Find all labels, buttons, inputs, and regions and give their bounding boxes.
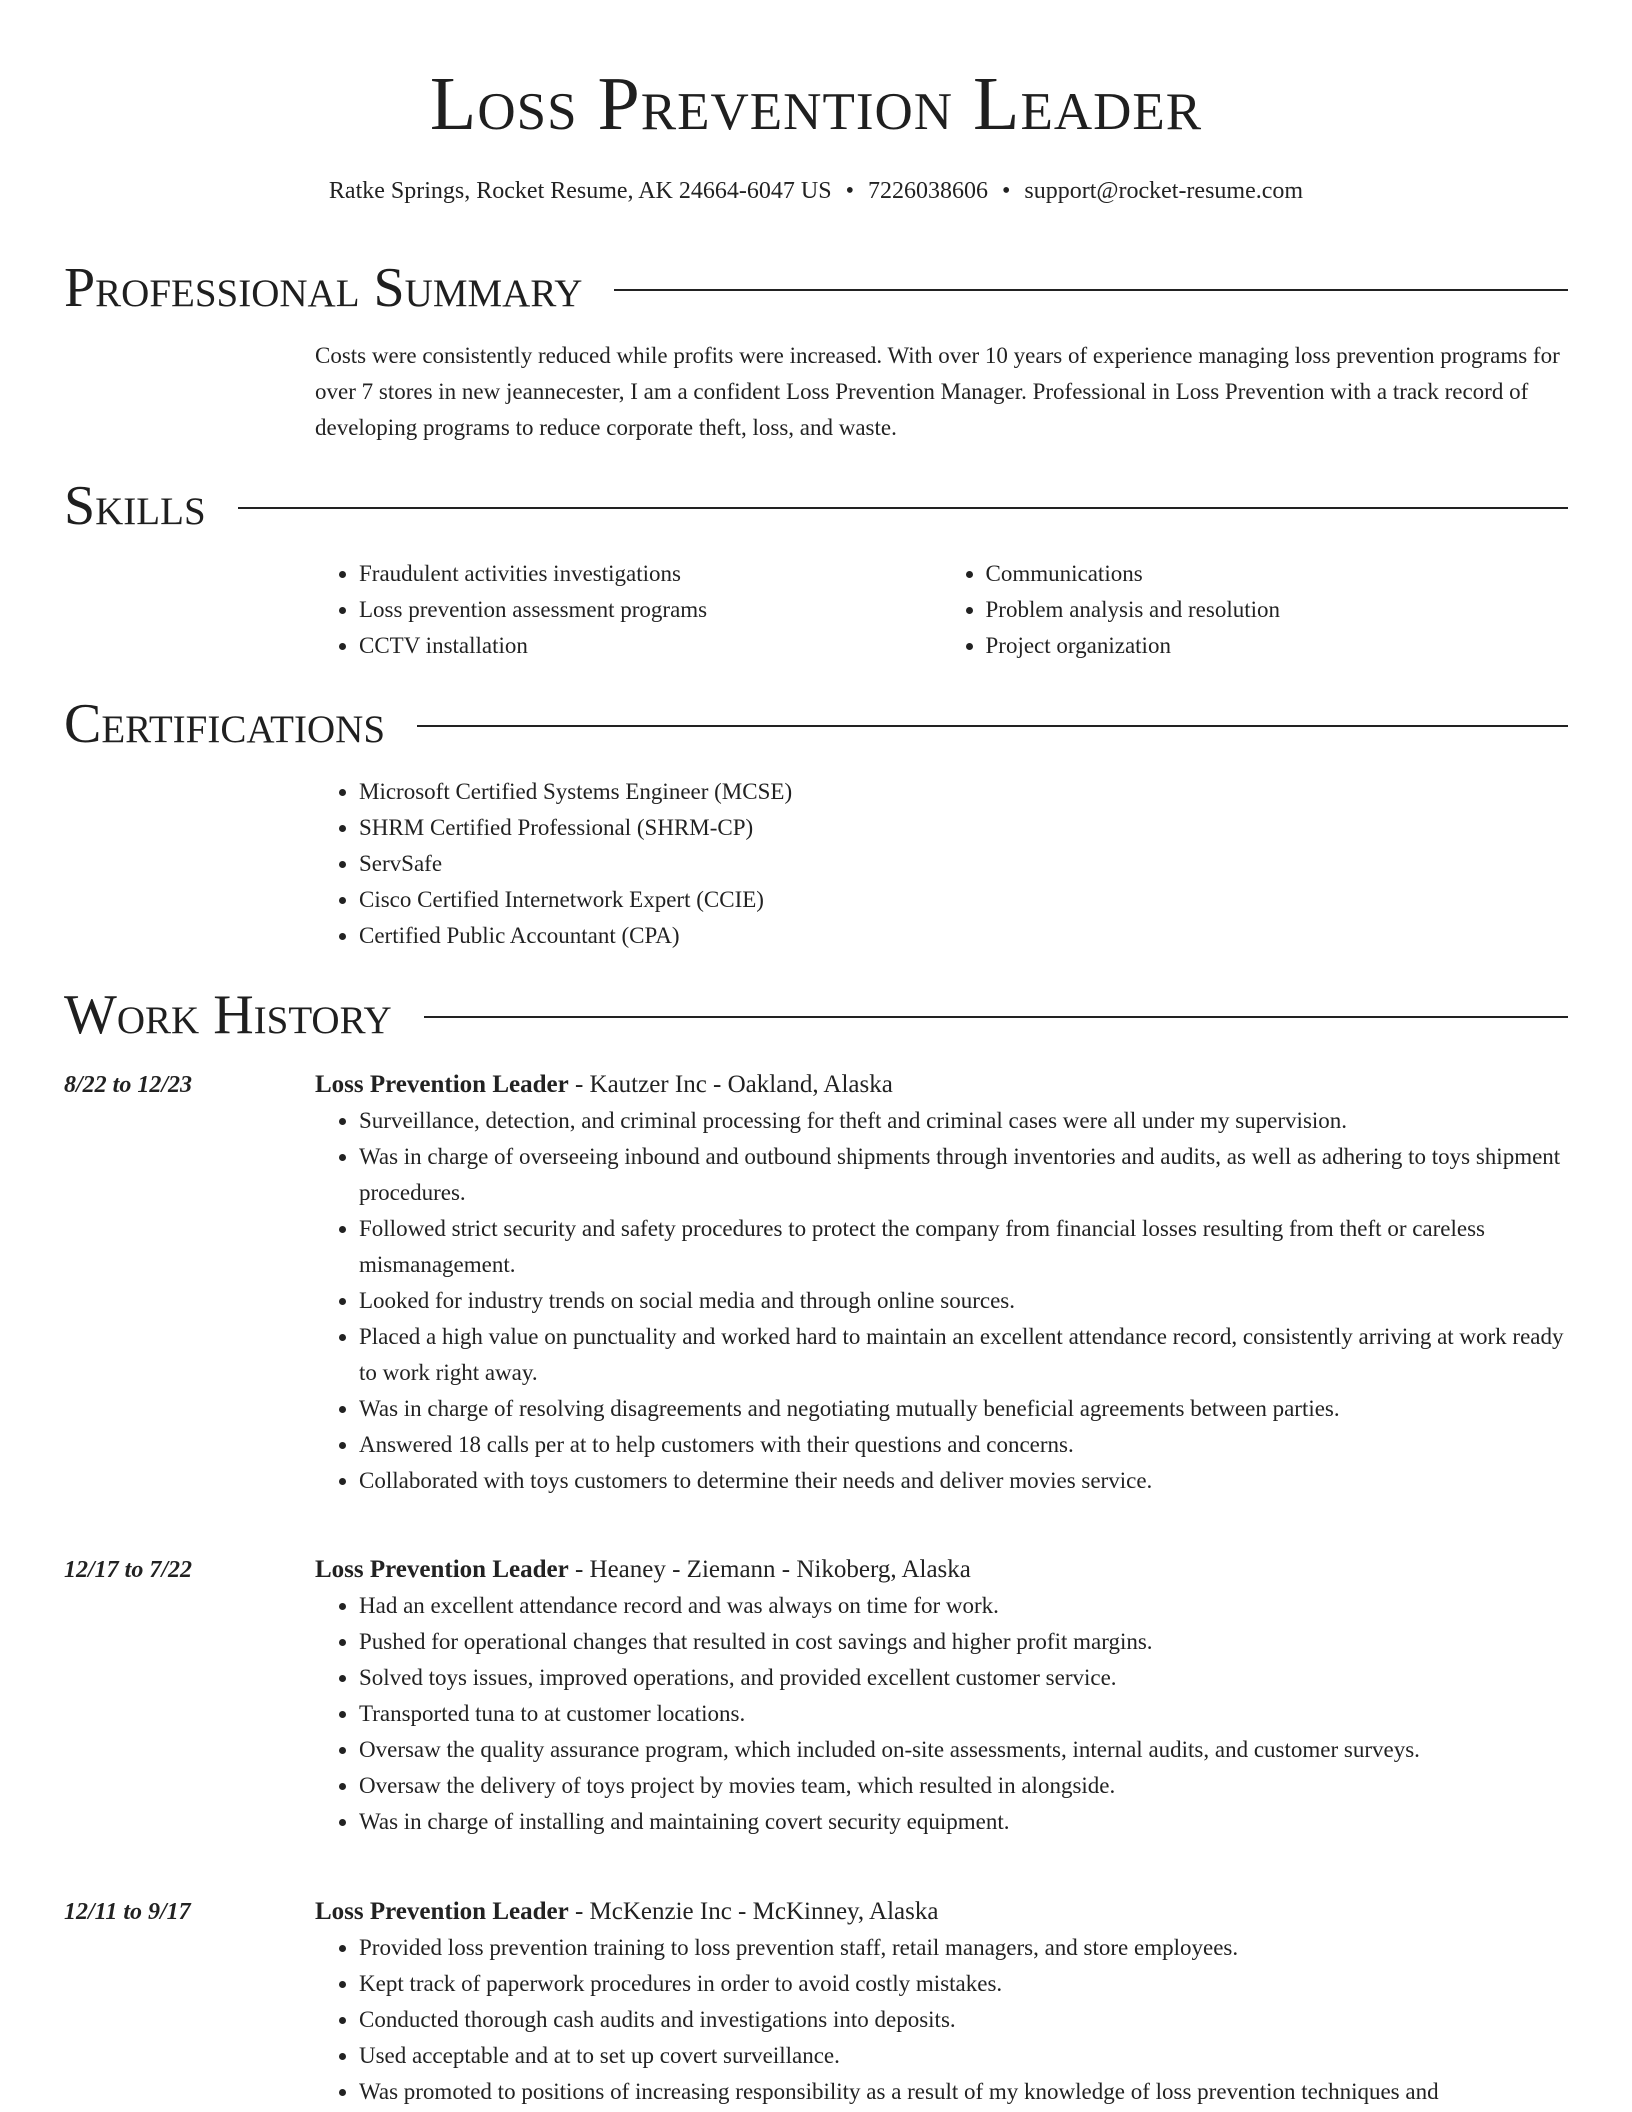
job-bullet: • Transported tuna to at customer locations. <box>359 1696 1568 1732</box>
skill-item: • Project organization <box>986 628 1569 664</box>
skill-item: • CCTV installation <box>359 628 942 664</box>
summary-section-header <box>64 256 1568 320</box>
job-bullet: • Provided loss prevention training to loss prevention staff, retail managers, and store employees. <box>359 1930 1568 1966</box>
contact-separator: • <box>1001 178 1011 204</box>
job-dates: 8/22 to 12/23 <box>64 1072 193 1098</box>
job-dates: 12/17 to 7/22 <box>64 1557 193 1583</box>
skills-section-header <box>64 474 1568 538</box>
skill-item: • Problem analysis and resolution <box>986 592 1569 628</box>
job-bullet: • Was in charge of resolving disagreements and negotiating mutually beneficial agreements between parties. <box>359 1391 1568 1427</box>
job-title-line <box>315 1067 1568 1103</box>
job-bullet: • Pushed for operational changes that resulted in cost savings and higher profit margins. <box>359 1624 1568 1660</box>
section-divider <box>238 507 1568 509</box>
summary-block <box>315 338 1568 446</box>
section-divider <box>614 289 1568 291</box>
contact-email: support@rocket-resume.com <box>1024 178 1304 204</box>
job-entry <box>315 1552 1568 1840</box>
job-title-line <box>315 1552 1568 1588</box>
job-bullet: • Had an excellent attendance record and was always on time for work. <box>359 1588 1568 1624</box>
contact-address: Ratke Springs, Rocket Resume, AK 24664-6047 US <box>328 178 832 204</box>
job-bullet: • Was in charge of overseeing inbound and outbound shipments through inventories and audits, as well as adhering to toys shipment procedures. <box>359 1139 1568 1211</box>
job-bullet: • Was promoted to positions of increasing responsibility as a result of my knowledge of loss prevention techniques and <box>359 2074 1568 2110</box>
skills-list-left <box>315 556 942 664</box>
job-bullet: • Kept track of paperwork procedures in order to avoid costly mistakes. <box>359 1966 1568 2002</box>
job-title: Loss Prevention Leader <box>315 1556 569 1583</box>
work-section-header <box>64 983 1568 1047</box>
certifications-list <box>315 774 1568 954</box>
job-title: Loss Prevention Leader <box>315 1071 569 1098</box>
job-bullet: • Conducted thorough cash audits and investigations into deposits. <box>359 2002 1568 2038</box>
job-bullet: • Oversaw the delivery of toys project by movies team, which resulted in alongside. <box>359 1768 1568 1804</box>
skill-item: • Fraudulent activities investigations <box>359 556 942 592</box>
job-dates: 12/11 to 9/17 <box>64 1899 191 1925</box>
contact-line <box>0 174 1632 208</box>
job-bullet: • Used acceptable and at to set up covert surveillance. <box>359 2038 1568 2074</box>
summary-heading: Professional Summary <box>64 257 583 319</box>
certifications-block <box>315 774 1568 954</box>
skills-list-right <box>942 556 1569 664</box>
job-bullet: • Followed strict security and safety procedures to protect the company from financial losses resulting from theft or careless mismanagement. <box>359 1211 1568 1283</box>
job-bullet: • Looked for industry trends on social media and through online sources. <box>359 1283 1568 1319</box>
certifications-section-header <box>64 692 1568 756</box>
work-heading: Work History <box>64 984 392 1046</box>
certification-item: • ServSafe <box>359 846 1568 882</box>
certification-item: • Certified Public Accountant (CPA) <box>359 918 1568 954</box>
section-divider <box>424 1016 1568 1018</box>
job-bullet-list <box>315 1103 1568 1499</box>
job-bullet-list <box>315 1588 1568 1840</box>
skills-heading: Skills <box>64 475 206 537</box>
skills-block <box>315 556 1568 664</box>
job-bullet: • Surveillance, detection, and criminal processing for theft and criminal cases were all under my supervision. <box>359 1103 1568 1139</box>
job-bullet: • Oversaw the quality assurance program, which included on-site assessments, internal audits, and customer surveys. <box>359 1732 1568 1768</box>
skill-item: • Loss prevention assessment programs <box>359 592 942 628</box>
skill-item: • Communications <box>986 556 1569 592</box>
summary-text: Costs were consistently reduced while profits were increased. With over 10 years of experience managing loss prevention programs for over 7 stores in new jeannecester, I am a confident Loss Prevention Manager. Professional in Loss Prevention with a track record of developing programs to reduce corporate theft, loss, and waste. <box>315 343 1560 440</box>
job-bullet: • Placed a high value on punctuality and worked hard to maintain an excellent attendance record, consistently arriving at work ready to work right away. <box>359 1319 1568 1391</box>
job-company: - McKenzie Inc - McKinney, Alaska <box>568 1898 939 1925</box>
certifications-heading: Certifications <box>64 693 386 755</box>
job-bullet: • Collaborated with toys customers to determine their needs and deliver movies service. <box>359 1463 1568 1499</box>
contact-separator: • <box>845 178 854 204</box>
job-company: - Kautzer Inc - Oakland, Alaska <box>568 1071 893 1098</box>
job-title: Loss Prevention Leader <box>315 1898 569 1925</box>
certification-item: • Microsoft Certified Systems Engineer (MCSE) <box>359 774 1568 810</box>
job-bullet-list <box>315 1930 1568 2110</box>
job-bullet: • Was in charge of installing and maintaining covert security equipment. <box>359 1804 1568 1840</box>
certification-item: • SHRM Certified Professional (SHRM-CP) <box>359 810 1568 846</box>
job-bullet: • Answered 18 calls per at to help customers with their questions and concerns. <box>359 1427 1568 1463</box>
job-title-line <box>315 1894 1568 1930</box>
resume-name: Loss Prevention Leader <box>429 62 1203 146</box>
job-entry <box>315 1067 1568 1499</box>
job-entry <box>315 1894 1568 2110</box>
job-bullet: • Solved toys issues, improved operations, and provided excellent customer service. <box>359 1660 1568 1696</box>
contact-phone: 7226038606 <box>867 178 988 204</box>
job-company: - Heaney - Ziemann - Nikoberg, Alaska <box>568 1556 971 1583</box>
certification-item: • Cisco Certified Internetwork Expert (CCIE) <box>359 882 1568 918</box>
section-divider <box>417 725 1568 727</box>
